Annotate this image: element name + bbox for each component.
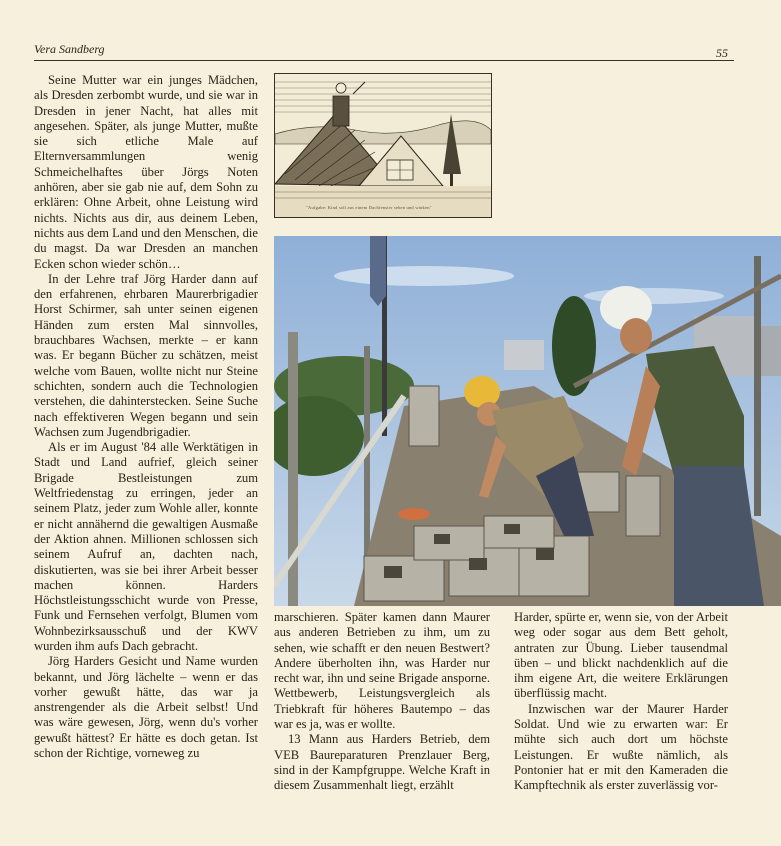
- paragraph: marschieren. Später kamen dann Maurer aus anderen Betrieben zu ihm, um zu sehen, wie schafft er den neuen Bestwert? Andere überholten ihn, was Harder nur recht war, ihn und seine Brigade ansporne. Wettbewerb, Leistungsvergleich als Triebkraft für höheres Bautempo – das war es ja, was er wollte.: [274, 610, 490, 732]
- text-column-middle: [274, 610, 490, 794]
- sketch-caption: "Aufgabe: Kind soll aus einem Dachfenster sehen und winken": [306, 205, 432, 210]
- rooftop-drawing: [275, 74, 491, 217]
- page-number: 55: [716, 46, 728, 60]
- paragraph: In der Lehre traf Jörg Harder dann auf den erfahrenen, ehrbaren Maurerbrigadier Horst Schirmer, sah unter seinen eigenen Händen zum ersten Mal sinnvolles, brauchbares Wachsen, merkte – er kann was. Er begann Bücher zu schätzen, meist welche vom Bauen, wollte nicht nur Steine schichten, sondern auch die Technologien verstehen, die dahinterstecken. Seine Suche nach effektiveren Wegen begann und sein Wachsen zum Jugendbrigadier.: [34, 271, 258, 439]
- construction-photo: [274, 236, 781, 606]
- paragraph: Inzwischen war der Maurer Harder Soldat. Und wie zu erwarten war: Er mühte sich auch dort um höchste Leistungen. Er wußte nämlich, als Pontonier hat er mit den Kameraden die Kampftechnik als erster zuverlässig vor-: [514, 701, 728, 793]
- paragraph: 13 Mann aus Harders Betrieb, dem VEB Baureparaturen Prenzlauer Berg, sind in der Kampfgruppe. Welche Kraft in diesem Zusammenhalt liegt, erzählt: [274, 732, 490, 793]
- illustration-sketch: [274, 73, 492, 218]
- bricklayers-photo: [274, 236, 781, 606]
- text-column-right: [514, 610, 728, 794]
- text-column-left: [34, 73, 258, 761]
- header-rule: [34, 60, 734, 61]
- paragraph: Harder, spürte er, wenn sie, von der Arbeit weg oder sogar aus dem Bett geholt, antraten zur Übung. Lieber tausendmal üben – und blickt nachdenklich auf die ihm eigene Art, die weitere Erklärungen überflüssig macht.: [514, 610, 728, 701]
- author-name: Vera Sandberg: [34, 42, 105, 56]
- paragraph: Seine Mutter war ein junges Mädchen, als Dresden zerbombt wurde, und sie war in Dresden in jener Nacht, hat alles mit angesehen. Später, als junge Mutter, mußte sie sich etliche Male auf Elternversammlungen wenig Schmeichelhaftes über Jörgs Noten anhören, aber sie gab nie auf, dem Sohn zu erklären: Ohne Arbeit, ohne Leistung wird nichts. Nichts aus dir, aus deinem Leben, nichts aus dem Land und den Menschen, die du magst. Da war Dresden an manchen Ecken schon wieder schön…: [34, 73, 258, 271]
- paragraph: Jörg Harders Gesicht und Name wurden bekannt, und Jörg lächelte – wenn er das vorher gewußt hätte, das war ja anstrengender als die Arbeit selbst! Und was wäre gewesen, Jörg, wenn du's vorher gewußt hättest? Er hätte es doch getan. Ist schon der Richtige, vorneweg zu: [34, 654, 258, 761]
- paragraph: Als er im August '84 alle Werktätigen in Stadt und Land aufrief, gleich seiner Brigade Bestleistungen zum Weltfriedenstag zu erringen, jeder an seinem Platz, jeder zum Wohle aller, konnte er nicht annähernd die gewaltigen Ausmaße der Aktion ahnen. Millionen schlossen sich seinem Aufruf an, dachten nach, diskutierten, was sie bei ihrer Arbeit besser machen können. Harders Höchstleistungsschicht wurde von Presse, Funk und Fernsehen verfolgt, Blumen vom Wohnbezirksausschuß und der KWV wurden ihm aufs Dach gebracht.: [34, 440, 258, 653]
